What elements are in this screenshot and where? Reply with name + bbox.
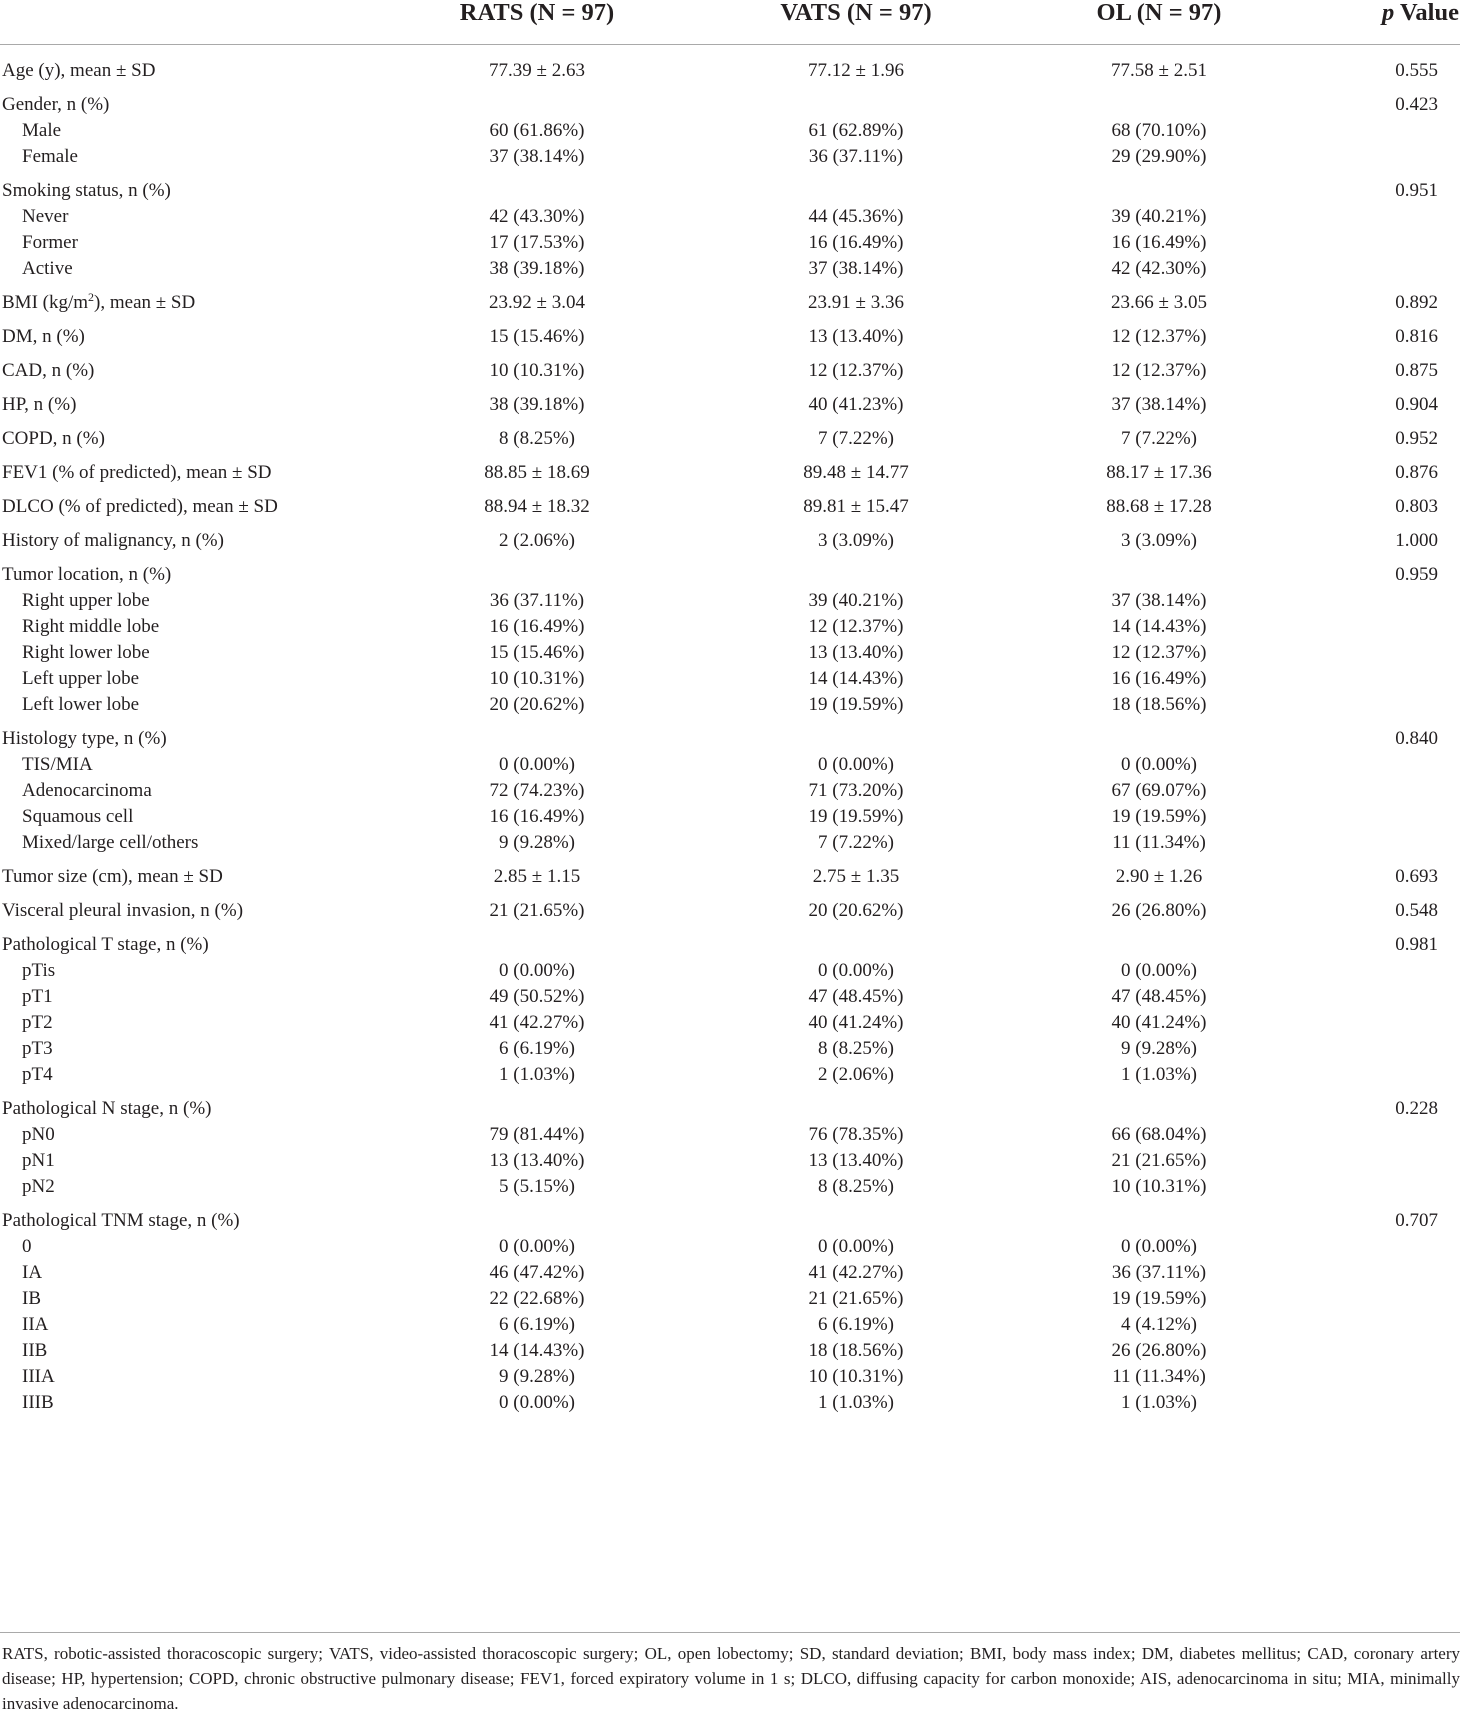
cell-vats: 13 (13.40%)	[808, 642, 904, 663]
cell-ol: 7 (7.22%)	[1121, 428, 1197, 449]
cell-vats: 41 (42.27%)	[808, 1262, 904, 1283]
cell-ol: 2.90 ± 1.26	[1115, 866, 1203, 887]
cell-p-value: 0.816	[1395, 326, 1438, 347]
cell-p-value: 0.876	[1395, 462, 1438, 483]
table-subrow	[0, 118, 1460, 144]
cell-vats: 13 (13.40%)	[808, 326, 904, 347]
cell-rats: 20 (20.62%)	[489, 694, 585, 715]
table-row	[0, 358, 1460, 384]
row-label-part: ), mean ± SD	[94, 292, 196, 313]
row-label: COPD, n (%)	[2, 428, 105, 449]
header-p-italic: p	[1382, 0, 1395, 26]
table-subrow	[0, 230, 1460, 256]
cell-rats: 36 (37.11%)	[489, 590, 585, 611]
cell-rats: 16 (16.49%)	[489, 616, 585, 637]
cell-p-value: 0.555	[1395, 60, 1438, 81]
row-label: Adenocarcinoma	[22, 780, 152, 801]
cell-rats: 72 (74.23%)	[489, 780, 585, 801]
row-label: Female	[22, 146, 78, 167]
row-label-part: BMI (kg/m	[2, 292, 89, 313]
table-row	[0, 528, 1460, 554]
cell-ol: 0 (0.00%)	[1121, 960, 1197, 981]
cell-ol: 16 (16.49%)	[1111, 668, 1207, 689]
row-label: Left lower lobe	[22, 694, 140, 715]
row-label: 0	[22, 1236, 32, 1257]
table-subrow	[0, 1174, 1460, 1200]
cell-vats: 77.12 ± 1.96	[808, 60, 904, 81]
cell-rats: 10 (10.31%)	[489, 668, 585, 689]
cell-rats: 46 (47.42%)	[489, 1262, 585, 1283]
cell-rats: 22 (22.68%)	[489, 1288, 585, 1309]
row-label: Former	[22, 232, 78, 253]
cell-rats: 88.85 ± 18.69	[484, 462, 590, 483]
cell-ol: 19 (19.59%)	[1111, 1288, 1207, 1309]
table-subrow	[0, 1148, 1460, 1174]
row-label: Histology type, n (%)	[2, 728, 167, 749]
cell-vats: 7 (7.22%)	[818, 428, 894, 449]
row-label: pN1	[22, 1150, 55, 1171]
cell-ol: 11 (11.34%)	[1112, 832, 1206, 853]
table-subrow	[0, 804, 1460, 830]
cell-rats: 16 (16.49%)	[489, 806, 585, 827]
cell-ol: 14 (14.43%)	[1111, 616, 1207, 637]
cell-ol: 39 (40.21%)	[1111, 206, 1207, 227]
cell-rats: 0 (0.00%)	[499, 1236, 575, 1257]
row-label: Right upper lobe	[22, 590, 150, 611]
row-label: TIS/MIA	[22, 754, 93, 775]
row-label: pT2	[22, 1012, 53, 1033]
cell-rats: 9 (9.28%)	[499, 1366, 575, 1387]
cell-vats: 16 (16.49%)	[808, 232, 904, 253]
row-label: pT3	[22, 1038, 53, 1059]
table-row	[0, 726, 1460, 752]
cell-vats: 13 (13.40%)	[808, 1150, 904, 1171]
row-label: IIIB	[22, 1392, 54, 1413]
cell-p-value: 0.548	[1395, 900, 1438, 921]
cell-vats: 21 (21.65%)	[808, 1288, 904, 1309]
header-rats: RATS (N = 97)	[459, 0, 615, 26]
cell-p-value: 0.904	[1395, 394, 1438, 415]
row-label: HP, n (%)	[2, 394, 77, 415]
cell-ol: 0 (0.00%)	[1121, 1236, 1197, 1257]
row-label: DLCO (% of predicted), mean ± SD	[2, 496, 278, 517]
table-row	[0, 864, 1460, 890]
header-ol: OL (N = 97)	[1096, 0, 1222, 26]
cell-vats: 19 (19.59%)	[808, 806, 904, 827]
cell-ol: 19 (19.59%)	[1111, 806, 1207, 827]
cell-rats: 41 (42.27%)	[489, 1012, 585, 1033]
cell-p-value: 0.707	[1395, 1210, 1438, 1231]
row-label: Male	[22, 120, 62, 141]
row-label: Pathological TNM stage, n (%)	[2, 1210, 240, 1231]
row-label: Mixed/large cell/others	[22, 832, 199, 853]
cell-ol: 37 (38.14%)	[1111, 590, 1207, 611]
cell-rats: 13 (13.40%)	[489, 1150, 585, 1171]
cell-vats: 89.81 ± 15.47	[803, 496, 909, 517]
table-subrow	[0, 588, 1460, 614]
row-label: pN2	[22, 1176, 55, 1197]
header-rule	[0, 44, 1460, 45]
cell-ol: 21 (21.65%)	[1111, 1150, 1207, 1171]
table-subrow	[0, 958, 1460, 984]
cell-ol: 12 (12.37%)	[1111, 326, 1207, 347]
row-label: Gender, n (%)	[2, 94, 110, 115]
table-row	[0, 562, 1460, 588]
row-label: Tumor size (cm), mean ± SD	[2, 866, 223, 887]
cell-vats: 44 (45.36%)	[808, 206, 904, 227]
cell-rats: 79 (81.44%)	[489, 1124, 585, 1145]
cell-rats: 5 (5.15%)	[499, 1176, 575, 1197]
cell-vats: 40 (41.24%)	[808, 1012, 904, 1033]
table-subrow	[0, 1260, 1460, 1286]
table-subrow	[0, 1390, 1460, 1416]
cell-p-value: 0.228	[1395, 1098, 1438, 1119]
row-label: CAD, n (%)	[2, 360, 95, 381]
row-label: Smoking status, n (%)	[2, 180, 171, 201]
table-subrow	[0, 204, 1460, 230]
cell-ol: 36 (37.11%)	[1111, 1262, 1207, 1283]
row-label: IIB	[22, 1340, 48, 1361]
table-subrow	[0, 1010, 1460, 1036]
table-subrow	[0, 640, 1460, 666]
header-vats: VATS (N = 97)	[780, 0, 932, 26]
cell-rats: 0 (0.00%)	[499, 960, 575, 981]
table-row	[0, 1208, 1460, 1234]
table-subrow	[0, 1122, 1460, 1148]
row-label: pT1	[22, 986, 53, 1007]
table-subrow	[0, 1338, 1460, 1364]
cell-ol: 23.66 ± 3.05	[1111, 292, 1207, 313]
cell-rats: 2.85 ± 1.15	[493, 866, 581, 887]
cell-p-value: 0.951	[1395, 180, 1438, 201]
cell-p-value: 0.803	[1395, 496, 1438, 517]
cell-p-value: 0.423	[1395, 94, 1438, 115]
row-label: Squamous cell	[22, 806, 134, 827]
cell-rats: 0 (0.00%)	[499, 1392, 575, 1413]
cell-ol: 18 (18.56%)	[1111, 694, 1207, 715]
table-subrow	[0, 692, 1460, 718]
table-footnote: RATS, robotic-assisted thoracoscopic surgery; VATS, video-assisted thoracoscopic surgery; OL, open lobectomy; SD, standard deviation; BMI, body mass index; DM, diabetes mellitus; CAD, coronary artery disease; HP, hypertension; COPD, chronic obstructive pulmonary disease; FEV1, forced expiratory volume in 1 s; DLCO, diffusing capacity for carbon monoxide; AIS, adenocarcinoma in situ; MIA, minimally invasive adenocarcinoma.	[2, 1644, 1460, 1713]
row-label: Never	[22, 206, 69, 227]
cell-ol: 26 (26.80%)	[1111, 1340, 1207, 1361]
row-label: pT4	[22, 1064, 53, 1085]
table-row	[0, 92, 1460, 118]
row-label: pN0	[22, 1124, 55, 1145]
cell-p-value: 0.952	[1395, 428, 1438, 449]
row-label: pTis	[22, 960, 56, 981]
table-subrow	[0, 666, 1460, 692]
table-subrow	[0, 1036, 1460, 1062]
cell-rats: 23.92 ± 3.04	[489, 292, 585, 313]
cell-rats: 6 (6.19%)	[499, 1314, 575, 1335]
cell-vats: 40 (41.23%)	[808, 394, 904, 415]
row-label: Age (y), mean ± SD	[2, 60, 156, 81]
table-row	[0, 1096, 1460, 1122]
cell-ol: 42 (42.30%)	[1111, 258, 1207, 279]
table-subrow	[0, 1286, 1460, 1312]
cell-ol: 47 (48.45%)	[1111, 986, 1207, 1007]
cell-ol: 16 (16.49%)	[1111, 232, 1207, 253]
cell-vats: 6 (6.19%)	[818, 1314, 894, 1335]
cell-ol: 9 (9.28%)	[1121, 1038, 1197, 1059]
cell-p-value: 0.892	[1395, 292, 1438, 313]
cell-rats: 42 (43.30%)	[489, 206, 585, 227]
cell-ol: 88.68 ± 17.28	[1106, 496, 1212, 517]
row-label: Visceral pleural invasion, n (%)	[2, 900, 244, 921]
cell-vats: 8 (8.25%)	[818, 1176, 894, 1197]
table-subrow	[0, 144, 1460, 170]
cell-ol: 4 (4.12%)	[1121, 1314, 1197, 1335]
row-label: Right middle lobe	[22, 616, 160, 637]
cell-vats: 2.75 ± 1.35	[812, 866, 900, 887]
cell-ol: 26 (26.80%)	[1111, 900, 1207, 921]
table-row	[0, 426, 1460, 452]
cell-rats: 15 (15.46%)	[489, 326, 585, 347]
row-label: Pathological N stage, n (%)	[2, 1098, 212, 1119]
cell-rats: 38 (39.18%)	[489, 258, 585, 279]
cell-rats: 14 (14.43%)	[489, 1340, 585, 1361]
cell-rats: 8 (8.25%)	[499, 428, 575, 449]
cell-p-value: 0.875	[1395, 360, 1438, 381]
table-row	[0, 324, 1460, 350]
cell-p-value: 0.840	[1395, 728, 1438, 749]
header-p-text: Value	[1399, 0, 1459, 26]
table-row	[0, 898, 1460, 924]
cell-vats: 0 (0.00%)	[818, 754, 894, 775]
cell-p-value: 1.000	[1395, 530, 1438, 551]
row-label: Right lower lobe	[22, 642, 150, 663]
cell-rats: 6 (6.19%)	[499, 1038, 575, 1059]
cell-rats: 60 (61.86%)	[489, 120, 585, 141]
row-label: History of malignancy, n (%)	[2, 530, 224, 551]
cell-ol: 88.17 ± 17.36	[1106, 462, 1212, 483]
cell-ol: 3 (3.09%)	[1121, 530, 1197, 551]
table-row	[0, 932, 1460, 958]
row-label: DM, n (%)	[2, 326, 85, 347]
cell-ol: 40 (41.24%)	[1111, 1012, 1207, 1033]
row-label: Tumor location, n (%)	[2, 564, 172, 585]
table-subrow	[0, 984, 1460, 1010]
cell-rats: 10 (10.31%)	[489, 360, 585, 381]
cell-rats: 9 (9.28%)	[499, 832, 575, 853]
cell-vats: 0 (0.00%)	[818, 1236, 894, 1257]
row-label: Left upper lobe	[22, 668, 140, 689]
row-label	[2, 290, 195, 316]
row-label: Pathological T stage, n (%)	[2, 934, 209, 955]
cell-rats: 1 (1.03%)	[499, 1064, 575, 1085]
cell-vats: 76 (78.35%)	[808, 1124, 904, 1145]
cell-vats: 23.91 ± 3.36	[808, 292, 904, 313]
cell-rats: 17 (17.53%)	[489, 232, 585, 253]
cell-vats: 7 (7.22%)	[818, 832, 894, 853]
cell-ol: 29 (29.90%)	[1111, 146, 1207, 167]
cell-rats: 15 (15.46%)	[489, 642, 585, 663]
cell-ol: 10 (10.31%)	[1111, 1176, 1207, 1197]
cell-rats: 77.39 ± 2.63	[489, 60, 585, 81]
cell-vats: 12 (12.37%)	[808, 360, 904, 381]
cell-vats: 47 (48.45%)	[808, 986, 904, 1007]
cell-ol: 77.58 ± 2.51	[1111, 60, 1207, 81]
cell-p-value: 0.693	[1395, 866, 1438, 887]
cell-rats: 0 (0.00%)	[499, 754, 575, 775]
bottom-rule	[0, 1632, 1460, 1633]
cell-vats: 12 (12.37%)	[808, 616, 904, 637]
cell-ol: 12 (12.37%)	[1111, 642, 1207, 663]
cell-vats: 71 (73.20%)	[808, 780, 904, 801]
cell-vats: 36 (37.11%)	[808, 146, 904, 167]
cell-vats: 0 (0.00%)	[818, 960, 894, 981]
table-row	[0, 290, 1460, 316]
header-p-value	[1382, 0, 1459, 30]
cell-vats: 20 (20.62%)	[808, 900, 904, 921]
row-label-superscript: 2	[88, 290, 95, 304]
cell-ol: 37 (38.14%)	[1111, 394, 1207, 415]
cell-vats: 37 (38.14%)	[808, 258, 904, 279]
row-label: Active	[22, 258, 73, 279]
table-subrow	[0, 614, 1460, 640]
row-label: IIA	[22, 1314, 49, 1335]
table-row	[0, 392, 1460, 418]
table-subrow	[0, 1234, 1460, 1260]
table-subrow	[0, 752, 1460, 778]
cell-ol: 12 (12.37%)	[1111, 360, 1207, 381]
table-subrow	[0, 830, 1460, 856]
cell-rats: 37 (38.14%)	[489, 146, 585, 167]
cell-rats: 2 (2.06%)	[499, 530, 575, 551]
row-label: IIIA	[22, 1366, 55, 1387]
table-row	[0, 494, 1460, 520]
cell-ol: 1 (1.03%)	[1121, 1064, 1197, 1085]
table-row	[0, 178, 1460, 204]
table-row	[0, 58, 1460, 84]
cell-vats: 2 (2.06%)	[818, 1064, 894, 1085]
table-subrow	[0, 1364, 1460, 1390]
cell-p-value: 0.981	[1395, 934, 1438, 955]
cell-ol: 66 (68.04%)	[1111, 1124, 1207, 1145]
row-label: FEV1 (% of predicted), mean ± SD	[2, 462, 272, 483]
cell-vats: 19 (19.59%)	[808, 694, 904, 715]
cell-vats: 1 (1.03%)	[818, 1392, 894, 1413]
cell-vats: 39 (40.21%)	[808, 590, 904, 611]
cell-ol: 68 (70.10%)	[1111, 120, 1207, 141]
table-subrow	[0, 1062, 1460, 1088]
cell-vats: 3 (3.09%)	[818, 530, 894, 551]
cell-rats: 38 (39.18%)	[489, 394, 585, 415]
cell-vats: 18 (18.56%)	[808, 1340, 904, 1361]
cell-vats: 8 (8.25%)	[818, 1038, 894, 1059]
cell-ol: 1 (1.03%)	[1121, 1392, 1197, 1413]
table-subrow	[0, 778, 1460, 804]
table-subrow	[0, 256, 1460, 282]
table-row	[0, 460, 1460, 486]
table-subrow	[0, 1312, 1460, 1338]
cell-rats: 88.94 ± 18.32	[484, 496, 590, 517]
cell-vats: 10 (10.31%)	[808, 1366, 904, 1387]
cell-p-value: 0.959	[1395, 564, 1438, 585]
cell-rats: 49 (50.52%)	[489, 986, 585, 1007]
row-label: IB	[22, 1288, 41, 1309]
cell-ol: 0 (0.00%)	[1121, 754, 1197, 775]
row-label: IA	[22, 1262, 43, 1283]
cell-vats: 61 (62.89%)	[808, 120, 904, 141]
cell-ol: 67 (69.07%)	[1111, 780, 1207, 801]
cell-vats: 14 (14.43%)	[808, 668, 904, 689]
cell-rats: 21 (21.65%)	[489, 900, 585, 921]
cell-vats: 89.48 ± 14.77	[803, 462, 909, 483]
cell-ol: 11 (11.34%)	[1112, 1366, 1206, 1387]
